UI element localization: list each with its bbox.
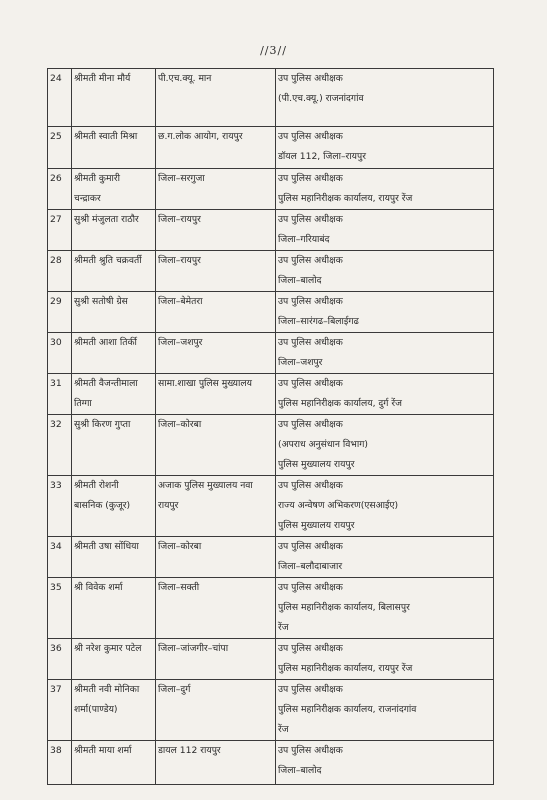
new-posting-cell-line: पुलिस महानिरीक्षक कार्यालय, रायपुर रेंज bbox=[278, 193, 413, 204]
officer-name-cell-line: सुश्री सतोषी ग्रेस bbox=[74, 296, 128, 307]
table-row bbox=[48, 169, 494, 210]
new-posting-cell-line: उप पुलिस अधीक्षक bbox=[278, 378, 343, 389]
officer-name-cell-line: सुश्री मंजुलता राठौर bbox=[74, 214, 139, 225]
current-posting-cell bbox=[156, 69, 276, 127]
table-row bbox=[48, 69, 494, 127]
new-posting-cell bbox=[276, 476, 494, 537]
officer-name-cell bbox=[72, 476, 156, 537]
current-posting-cell-line: जिला–रायपुर bbox=[158, 255, 201, 266]
new-posting-cell-line: उप पुलिस अधीक्षक bbox=[278, 73, 343, 84]
officer-name-cell-line: श्रीमती मीना मौर्य bbox=[74, 73, 131, 84]
officer-name-cell-line: श्रीमती श्रुति चक्रवर्ती bbox=[74, 255, 142, 266]
officer-name-cell-line: बासनिक (कुजूर) bbox=[74, 500, 131, 511]
current-posting-cell-line: जिला–जशपुर bbox=[158, 337, 203, 348]
serial-number-cell: 37 bbox=[48, 680, 72, 741]
officer-name-cell-line: श्री विवेक शर्मा bbox=[74, 582, 123, 593]
new-posting-cell-line: उप पुलिस अधीक्षक bbox=[278, 255, 343, 266]
table-row bbox=[48, 578, 494, 639]
new-posting-cell-line: जिला–बलौदाबाजार bbox=[278, 561, 343, 572]
new-posting-cell bbox=[276, 537, 494, 578]
table-row bbox=[48, 127, 494, 169]
officer-name-cell bbox=[72, 333, 156, 374]
new-posting-cell-line: रेंज bbox=[278, 622, 289, 633]
table-row bbox=[48, 639, 494, 680]
new-posting-cell-line: उप पुलिस अधीक्षक bbox=[278, 337, 343, 348]
new-posting-cell-line: पुलिस महानिरीक्षक कार्यालय, बिलासपुर bbox=[278, 602, 410, 613]
current-posting-cell-line: जिला–दुर्ग bbox=[158, 684, 191, 695]
serial-number-cell: 31 bbox=[48, 374, 72, 415]
current-posting-cell bbox=[156, 169, 276, 210]
new-posting-cell bbox=[276, 578, 494, 639]
new-posting-cell bbox=[276, 374, 494, 415]
current-posting-cell-line: जिला–कोरबा bbox=[158, 419, 202, 430]
current-posting-cell-line: छ.ग.लोक आयोग, रायपुर bbox=[158, 131, 243, 142]
table-row bbox=[48, 476, 494, 537]
current-posting-cell bbox=[156, 639, 276, 680]
new-posting-cell bbox=[276, 251, 494, 292]
serial-number-cell: 30 bbox=[48, 333, 72, 374]
serial-number-cell: 32 bbox=[48, 415, 72, 476]
officer-name-cell-line: सुश्री किरण गुप्ता bbox=[74, 419, 131, 430]
officer-name-cell-line: श्रीमती नवी मोनिका bbox=[74, 684, 140, 695]
current-posting-cell-line: डायल 112 रायपुर bbox=[158, 745, 221, 756]
officer-name-cell bbox=[72, 639, 156, 680]
new-posting-cell-line: उप पुलिस अधीक्षक bbox=[278, 131, 343, 142]
new-posting-cell-line: (अपराध अनुसंधान विभाग) bbox=[278, 439, 368, 450]
current-posting-cell-line: जिला–रायपुर bbox=[158, 214, 201, 225]
serial-number-cell: 24 bbox=[48, 69, 72, 127]
officer-name-cell bbox=[72, 169, 156, 210]
new-posting-cell bbox=[276, 169, 494, 210]
serial-number-cell: 38 bbox=[48, 741, 72, 785]
officer-name-cell-line: श्रीमती वैजन्तीमाला bbox=[74, 378, 138, 389]
new-posting-cell-line: जिला–गरियाबंद bbox=[278, 234, 330, 245]
new-posting-cell bbox=[276, 210, 494, 251]
officer-name-cell bbox=[72, 374, 156, 415]
new-posting-cell-line: जिला–जशपुर bbox=[278, 357, 323, 368]
table-row bbox=[48, 251, 494, 292]
officer-name-cell bbox=[72, 251, 156, 292]
serial-number-cell: 26 bbox=[48, 169, 72, 210]
current-posting-cell bbox=[156, 127, 276, 169]
current-posting-cell bbox=[156, 578, 276, 639]
new-posting-cell bbox=[276, 415, 494, 476]
new-posting-cell-line: जिला–बालोद bbox=[278, 765, 322, 776]
new-posting-cell-line: उप पुलिस अधीक्षक bbox=[278, 745, 343, 756]
new-posting-cell-line: (पी.एच.क्यू.) राजनांदगांव bbox=[278, 93, 364, 104]
officer-name-cell-line: श्रीमती रोशनी bbox=[74, 480, 119, 491]
officer-name-cell bbox=[72, 69, 156, 127]
officer-name-cell-line: श्रीमती कुमारी bbox=[74, 173, 120, 184]
new-posting-cell bbox=[276, 741, 494, 785]
current-posting-cell-line: रायपुर bbox=[158, 500, 179, 511]
officer-name-cell-line: श्रीमती माया शर्मा bbox=[74, 745, 132, 756]
officer-name-cell bbox=[72, 741, 156, 785]
officer-name-cell-line: तिग्गा bbox=[74, 398, 92, 409]
new-posting-cell-line: उप पुलिस अधीक्षक bbox=[278, 173, 343, 184]
serial-number-cell: 28 bbox=[48, 251, 72, 292]
officer-name-cell-line: श्रीमती स्वाती मिश्रा bbox=[74, 131, 138, 142]
current-posting-cell bbox=[156, 537, 276, 578]
current-posting-cell bbox=[156, 251, 276, 292]
new-posting-cell-line: उप पुलिस अधीक्षक bbox=[278, 214, 343, 225]
officer-name-cell-line: श्रीमती आशा तिर्की bbox=[74, 337, 137, 348]
new-posting-cell bbox=[276, 680, 494, 741]
current-posting-cell-line: जिला–सक्ती bbox=[158, 582, 200, 593]
new-posting-cell-line: उप पुलिस अधीक्षक bbox=[278, 480, 343, 491]
new-posting-cell-line: पुलिस महानिरीक्षक कार्यालय, दुर्ग रेंज bbox=[278, 398, 402, 409]
officer-name-cell bbox=[72, 210, 156, 251]
current-posting-cell bbox=[156, 210, 276, 251]
current-posting-cell bbox=[156, 415, 276, 476]
officer-name-cell-line: श्रीमती उषा सोंधिया bbox=[74, 541, 139, 552]
officer-name-cell bbox=[72, 680, 156, 741]
serial-number-cell: 27 bbox=[48, 210, 72, 251]
new-posting-cell bbox=[276, 333, 494, 374]
serial-number-cell: 36 bbox=[48, 639, 72, 680]
new-posting-cell-line: जिला–सारंगढ–बिलाईगढ bbox=[278, 316, 359, 327]
current-posting-cell-line: जिला–सरगुजा bbox=[158, 173, 205, 184]
officer-name-cell bbox=[72, 127, 156, 169]
table-row bbox=[48, 374, 494, 415]
transfer-table bbox=[47, 68, 494, 785]
current-posting-cell bbox=[156, 741, 276, 785]
table-row bbox=[48, 333, 494, 374]
officer-name-cell-line: शर्मा(पाण्डेय) bbox=[74, 704, 118, 715]
new-posting-cell-line: डॉयल 112, जिला–रायपुर bbox=[278, 151, 366, 162]
table-row bbox=[48, 741, 494, 785]
officer-name-cell-line: श्री नरेश कुमार पटेल bbox=[74, 643, 142, 654]
new-posting-cell-line: उप पुलिस अधीक्षक bbox=[278, 296, 343, 307]
serial-number-cell: 33 bbox=[48, 476, 72, 537]
new-posting-cell bbox=[276, 639, 494, 680]
new-posting-cell bbox=[276, 127, 494, 169]
officer-name-cell bbox=[72, 292, 156, 333]
new-posting-cell-line: पुलिस महानिरीक्षक कार्यालय, रायपुर रेंज bbox=[278, 663, 413, 674]
serial-number-cell: 34 bbox=[48, 537, 72, 578]
current-posting-cell-line: जिला–जांजगीर–चांपा bbox=[158, 643, 229, 654]
new-posting-cell-line: पुलिस महानिरीक्षक कार्यालय, राजनांदगांव bbox=[278, 704, 417, 715]
table-body bbox=[48, 69, 494, 785]
table-row bbox=[48, 292, 494, 333]
new-posting-cell-line: राज्य अन्वेषण अभिकरण(एसआईए) bbox=[278, 500, 399, 511]
new-posting-cell-line: पुलिस मुख्यालय रायपुर bbox=[278, 520, 355, 531]
table-row bbox=[48, 415, 494, 476]
new-posting-cell-line: रेंज bbox=[278, 724, 289, 735]
officer-name-cell bbox=[72, 578, 156, 639]
current-posting-cell bbox=[156, 333, 276, 374]
new-posting-cell bbox=[276, 69, 494, 127]
new-posting-cell-line: उप पुलिस अधीक्षक bbox=[278, 643, 343, 654]
new-posting-cell-line: उप पुलिस अधीक्षक bbox=[278, 419, 343, 430]
current-posting-cell bbox=[156, 374, 276, 415]
officer-name-cell-line: चन्द्राकर bbox=[74, 193, 101, 204]
current-posting-cell-line: अजाक पुलिस मुख्यालय नवा bbox=[158, 480, 253, 491]
current-posting-cell-line: पी.एच.क्यू. मान bbox=[158, 73, 212, 84]
officer-name-cell bbox=[72, 415, 156, 476]
current-posting-cell bbox=[156, 680, 276, 741]
officer-name-cell bbox=[72, 537, 156, 578]
serial-number-cell: 25 bbox=[48, 127, 72, 169]
current-posting-cell-line: जिला–कोरबा bbox=[158, 541, 202, 552]
current-posting-cell-line: सामा.शाखा पुलिस मुख्यालय bbox=[158, 378, 252, 389]
new-posting-cell-line: उप पुलिस अधीक्षक bbox=[278, 582, 343, 593]
serial-number-cell: 35 bbox=[48, 578, 72, 639]
table-row bbox=[48, 537, 494, 578]
new-posting-cell-line: पुलिस मुख्यालय रायपुर bbox=[278, 459, 355, 470]
serial-number-cell: 29 bbox=[48, 292, 72, 333]
current-posting-cell bbox=[156, 292, 276, 333]
new-posting-cell-line: उप पुलिस अधीक्षक bbox=[278, 541, 343, 552]
current-posting-cell-line: जिला–बेमेतरा bbox=[158, 296, 203, 307]
new-posting-cell bbox=[276, 292, 494, 333]
table-row bbox=[48, 680, 494, 741]
new-posting-cell-line: उप पुलिस अधीक्षक bbox=[278, 684, 343, 695]
current-posting-cell bbox=[156, 476, 276, 537]
page-number: //3// bbox=[260, 44, 287, 57]
table-row bbox=[48, 210, 494, 251]
new-posting-cell-line: जिला–बालोद bbox=[278, 275, 322, 286]
